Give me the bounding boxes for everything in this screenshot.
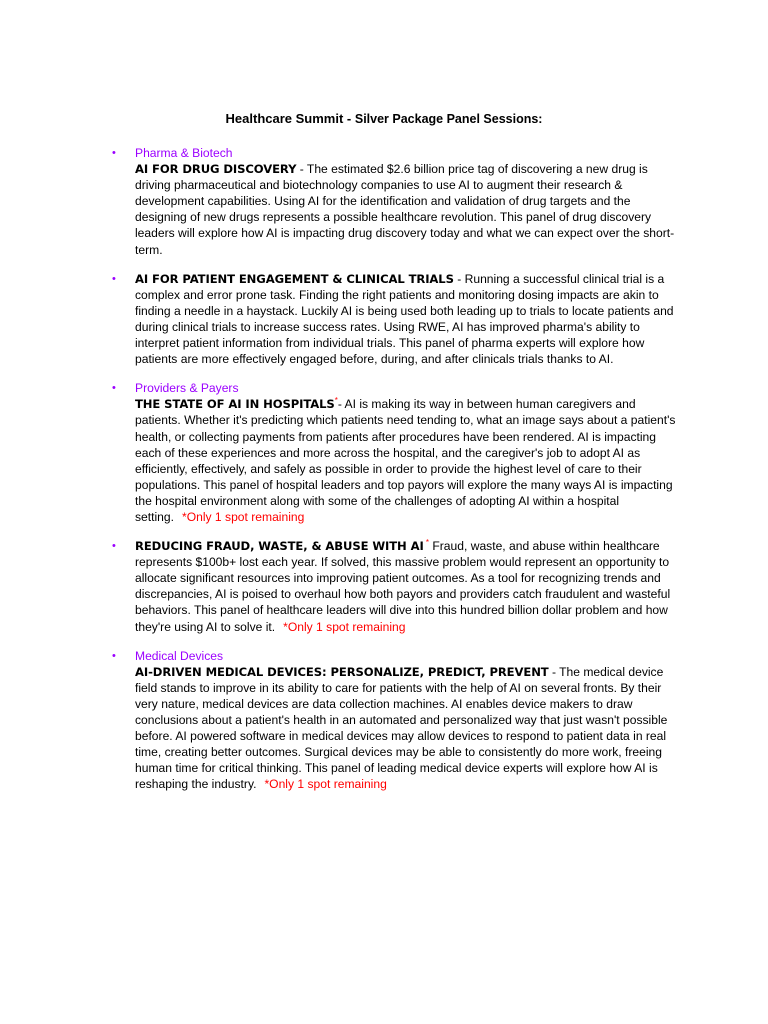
session-heading: THE STATE OF AI IN HOSPITALS: [135, 397, 335, 412]
session-description: - The estimated $2.6 billion price tag of discovering a new drug is driving pharmaceutical and biotechnology companies to use AI to augment their research & development capabilities. Using AI for the identification and validation of drug targets and the designing of new drugs represents a possible healthcare revolution. This panel of drug discovery leaders will explore how AI is impacting drug discovery today and what we can expect over the short-term.: [135, 162, 675, 257]
session-heading: AI FOR DRUG DISCOVERY: [135, 162, 297, 177]
bullet-icon: •: [112, 540, 116, 553]
bullet-icon: •: [112, 147, 116, 159]
session-description: Fraud, waste, and abuse within healthcare represents $100b+ lost each year. If solved, this massive problem would represent an opportunity to allocate significant resources into improving patient outcomes. As a tool for recognizing trends and discrepancies, AI is poised to overhaul how both payors and providers catch fraudulent and wasteful behaviors. This panel of healthcare leaders will dive into this hundred billion dollar problem and how they're using AI to solve it.: [135, 539, 671, 634]
bullet-icon: •: [112, 382, 116, 395]
availability-note: *Only 1 spot remaining: [264, 777, 387, 792]
availability-note: *Only 1 spot remaining: [283, 619, 406, 634]
availability-note: *Only 1 spot remaining: [182, 509, 305, 524]
session-description: - AI is making its way in between human caregivers and patients. Whether it's predicting which patients need tending to, what an image says about a patient's health, or collecting payments from patients after procedures have been rendered. AI is impacting each of these experiences and more across the hospital, and the caregiver's job to adopt AI as efficiently, effectively, and safely as possible in order to provide the highest level of care to their populations. This panel of hospital leaders and top payors will explore the many ways AI is impacting the hospital environment along with some of the challenges of adopting AI within a hospital setting.: [135, 397, 676, 524]
session-list-item: [112, 538, 683, 635]
session-list-item: [112, 380, 683, 525]
asterisk-mark: *: [334, 396, 338, 406]
session-description: - The medical device field stands to improve in its ability to care for patients with the help of AI on several fronts. By their very nature, medical devices are data collection machines. AI enables device makers to draw conclusions about a patient's health in an automated and personalized way that just wasn't possible before. AI powered software in medical devices may allow devices to respond to patient data in real time, creating better outcomes. Surgical devices may be able to consistently do more work, freeing human time for critical thinking. This panel of leading medical device experts will explore how AI is reshaping the industry.: [135, 664, 668, 792]
session-description: - Running a successful clinical trial is a complex and error prone task. Finding the right patients and monitoring dosing impacts are akin to finding a needle in a haystack. Luckily AI is being used both leading up to trials to locate patients and during clinical trials to increase success rates. Using RWE, AI has improved pharma's ability to interpret patient information from individual trials. This panel of pharma experts will explore how patients are more effectively engaged before, during, and after clinicals trials thanks to AI.: [135, 271, 674, 367]
session-list: [112, 145, 683, 805]
category-label: Providers & Payers: [135, 381, 239, 396]
category-label: Medical Devices: [135, 648, 224, 663]
session-list-item: [112, 648, 683, 793]
session-list-item: [112, 145, 683, 258]
session-heading: AI FOR PATIENT ENGAGEMENT & CLINICAL TRIALS: [135, 271, 454, 286]
asterisk-mark: *: [423, 538, 430, 548]
bullet-icon: •: [112, 272, 116, 285]
session-heading: REDUCING FRAUD, WASTE, & ABUSE WITH AI: [135, 539, 424, 554]
title-subtitle: Silver Package Panel Sessions:: [354, 112, 543, 126]
session-heading: AI-DRIVEN MEDICAL DEVICES: PERSONALIZE, PREDICT, PREVENT: [135, 664, 549, 679]
page-title: [0, 111, 768, 126]
session-list-item: [112, 271, 683, 368]
category-label: Pharma & Biotech: [135, 146, 233, 160]
title-main: Healthcare Summit -: [225, 111, 355, 126]
bullet-icon: •: [112, 649, 116, 662]
